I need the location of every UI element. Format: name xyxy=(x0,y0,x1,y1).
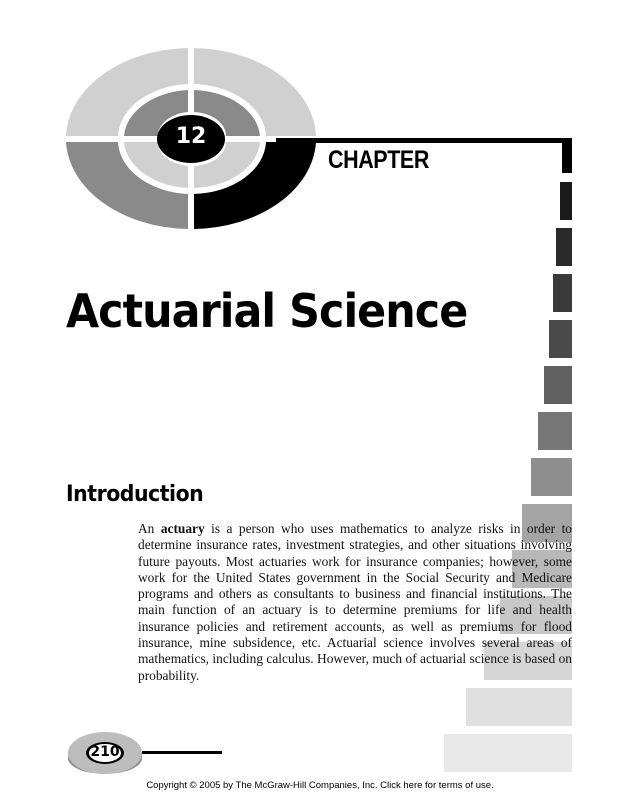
stair-bar xyxy=(562,143,572,173)
copyright-link[interactable]: Copyright © 2005 by The McGraw-Hill Companies, Inc. Click here for terms of use. xyxy=(146,780,494,791)
stair-bar xyxy=(544,366,572,404)
stair-bar xyxy=(553,274,572,312)
stair-bar xyxy=(556,228,572,266)
stair-bar xyxy=(531,458,572,496)
stair-bar xyxy=(560,182,572,220)
chapter-label: CHAPTER xyxy=(328,146,429,174)
stair-bar xyxy=(444,734,572,772)
chapter-number: 12 xyxy=(175,124,207,149)
stair-bar xyxy=(538,412,572,450)
page-number-rule xyxy=(142,751,222,754)
page-number: 210 xyxy=(90,744,120,760)
paragraph-lead: An xyxy=(138,521,161,536)
stair-bar xyxy=(549,320,572,358)
actuary-term: actuary xyxy=(160,521,205,536)
paragraph-body: is a person who uses mathematics to analyze risks in order to determine insurance rates, investment strategies, and other situations involving future payouts. Most actuaries work for insurance companies; however, some work for the United States government in the Social Security and Medicare programs and others as consultants to business and financial institutions. The main function of an actuary is to determine premiums for life and health insurance policies and retirement accounts, as well as premiums for flood insurance, mine subsidence, etc. Actuarial science involves several areas of mathematics, including calculus. However, much of actuarial science is based on probability. xyxy=(138,521,572,683)
intro-paragraph xyxy=(138,521,572,684)
chapter-title: Actuarial Science xyxy=(66,284,468,338)
section-heading: Introduction xyxy=(66,482,204,507)
chapter-rule xyxy=(276,138,572,143)
stair-bar xyxy=(466,688,572,726)
